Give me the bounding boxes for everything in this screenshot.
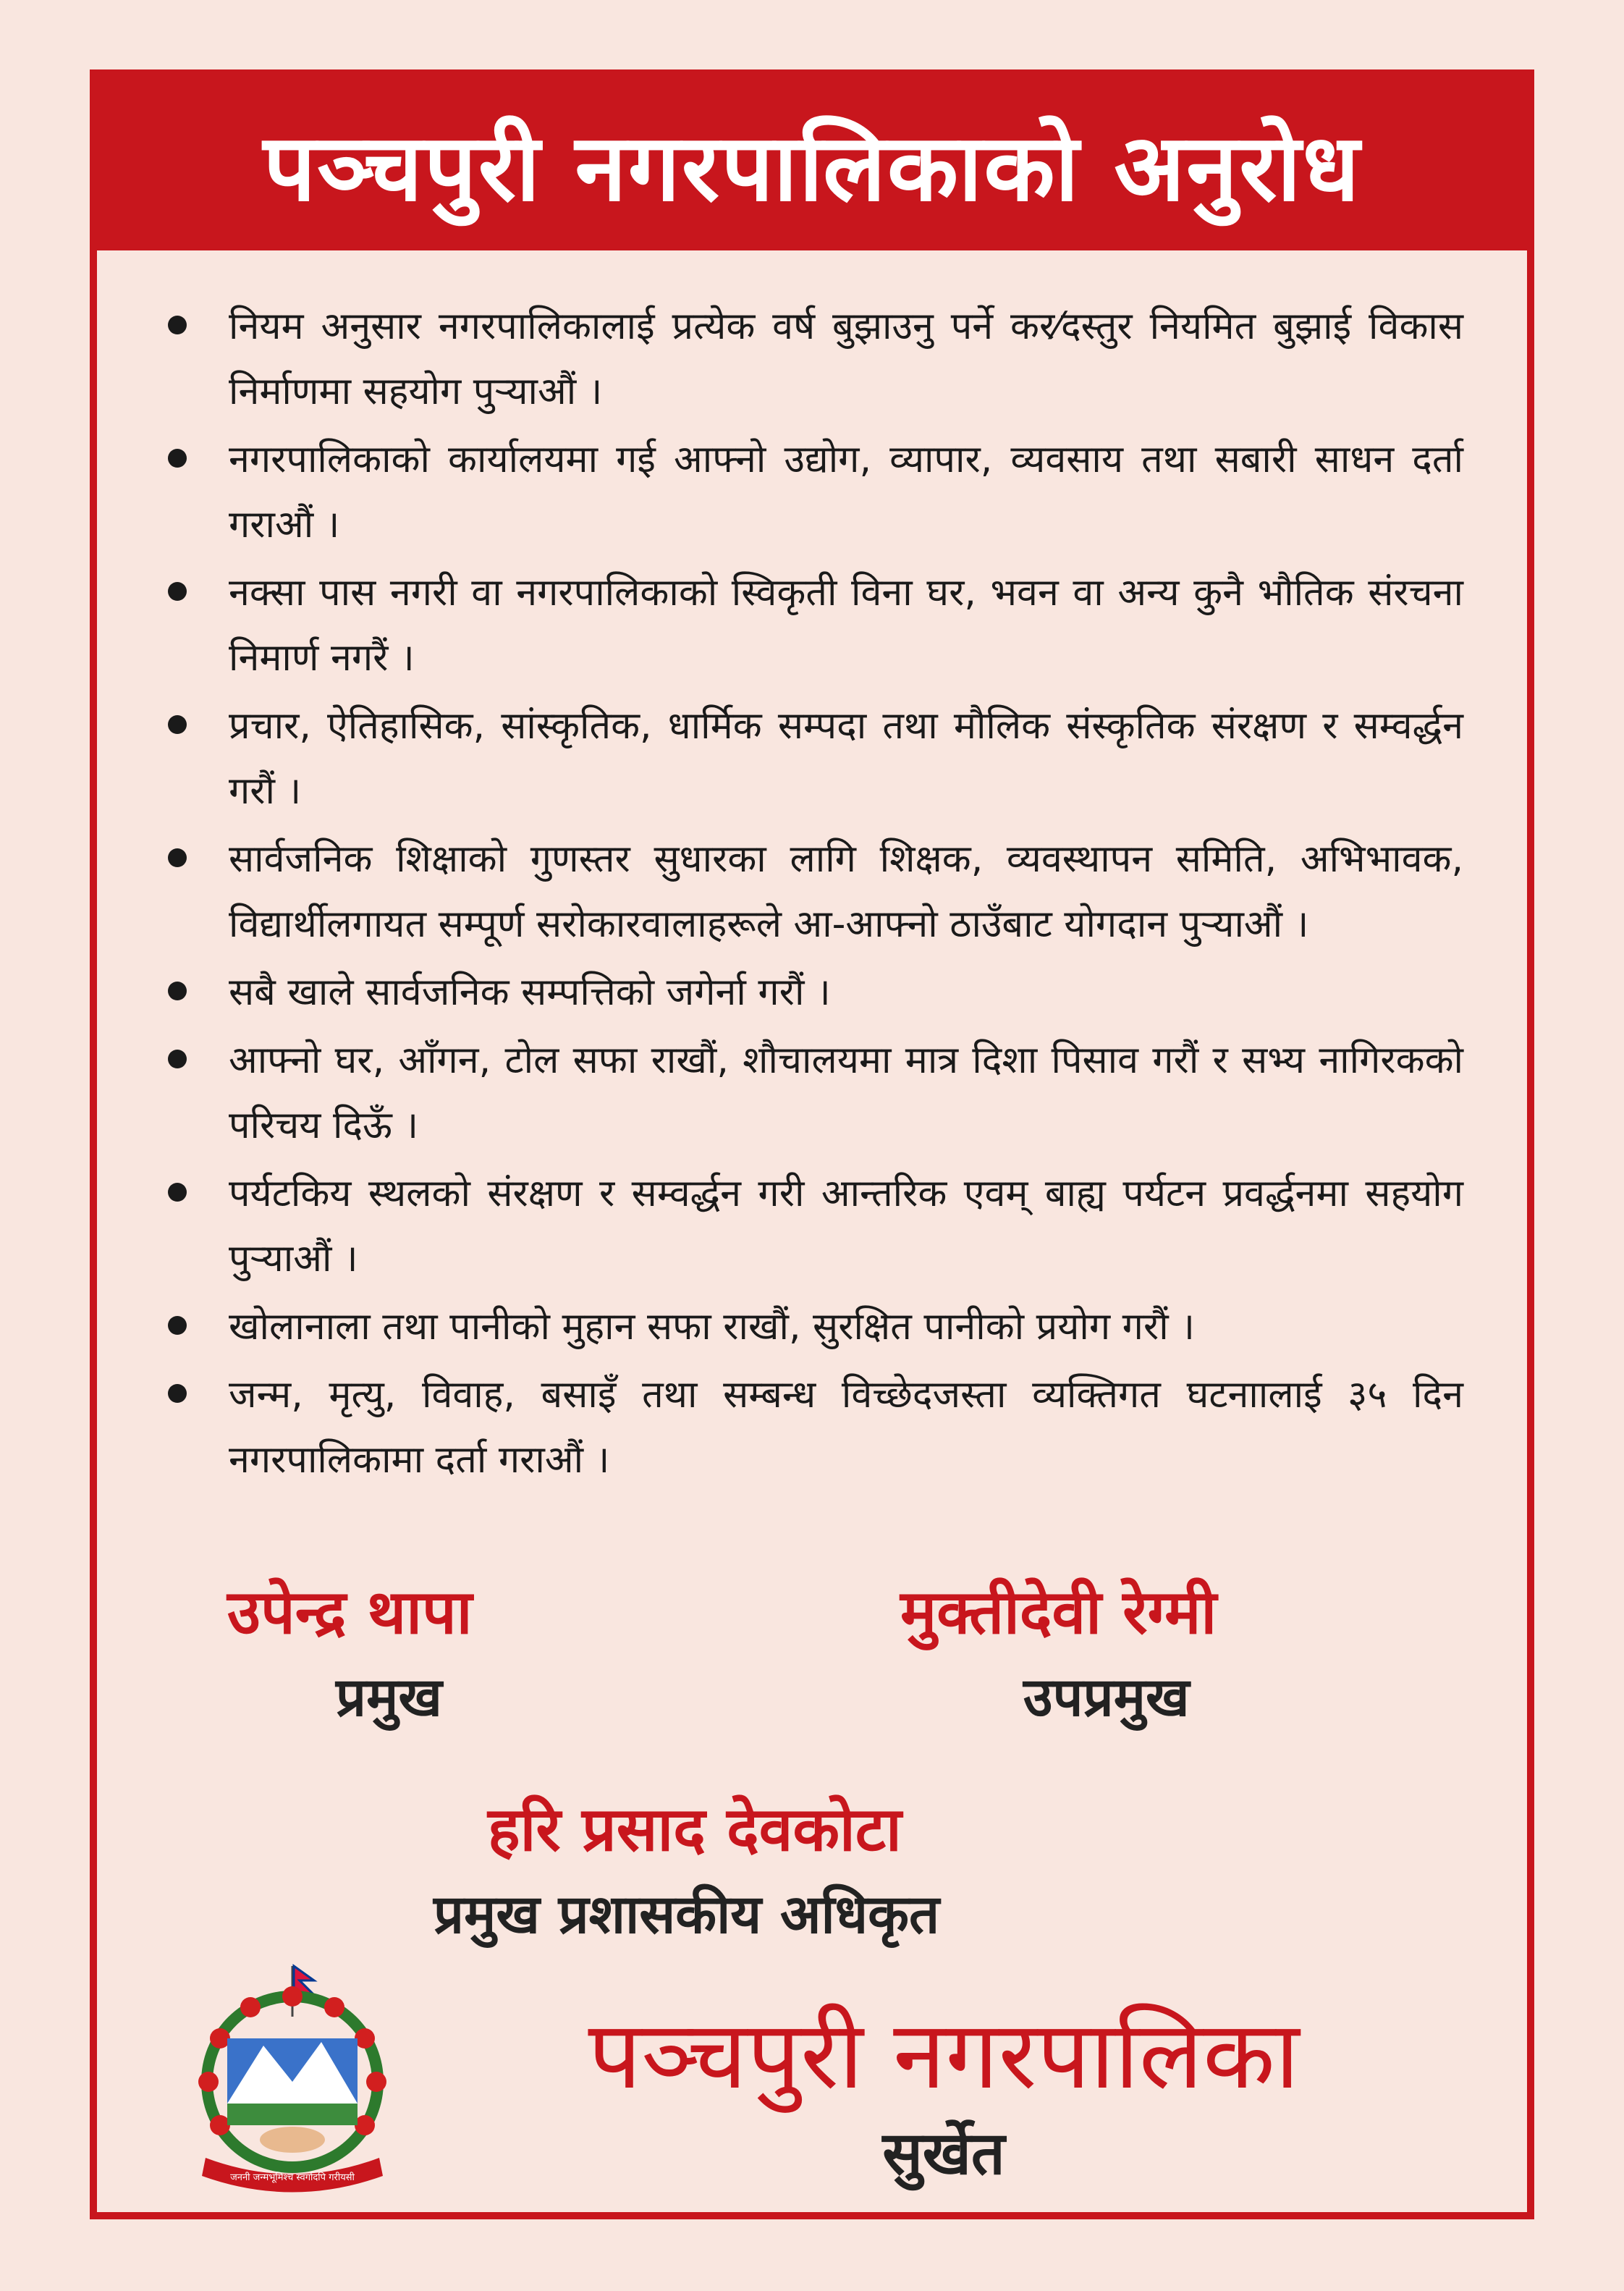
bullet-icon [168, 1316, 187, 1335]
poster-frame [90, 69, 1534, 2219]
list-item [168, 1294, 1463, 1359]
list-item [168, 693, 1463, 824]
bullet-icon [168, 1050, 187, 1068]
list-item [168, 294, 1463, 424]
mayor-name: उपेन्द्र थापा [227, 1577, 473, 1647]
cao-name: हरि प्रसाद देवकोटा [488, 1794, 902, 1865]
page-title: पञ्चपुरी नगरपालिकाको अनुरोध [263, 114, 1361, 222]
nepal-emblem-icon [184, 1959, 401, 2198]
emblem-motto: जननी जन्मभूमिश्च स्वर्गादपि गरीयसी [230, 2172, 355, 2183]
list-item-text: जन्म, मृत्यु, विवाह, बसाइँ तथा सम्बन्ध विच्छेदजस्ता व्यक्तिगत घटनाालाई ३५ दिन नगरपालिकामा दर्ता गराऔं । [229, 1373, 1463, 1482]
deputy-name: मुक्तीदेवी रेग्मी [900, 1577, 1217, 1647]
bullet-icon [168, 715, 187, 734]
district-name: सुर्खेत [882, 2119, 1005, 2188]
list-item [168, 1161, 1463, 1291]
bullet-icon [168, 1183, 187, 1202]
list-item-text: नगरपालिकाको कार्यालयमा गई आफ्नो उद्योग, व्यापार, व्यवसाय तथा सबारी साधन दर्ता गराऔं । [229, 438, 1463, 547]
cao-role: प्रमुख प्रशासकीय अधिकृत [434, 1883, 940, 1946]
municipality-name: पञ्चपुरी नगरपालिका [588, 2000, 1300, 2110]
list-item-text: नियम अनुसार नगरपालिकालाई प्रत्येक वर्ष बुझाउनु पर्ने कर⁄दस्तुर नियमित बुझाई विकास निर्माणमा सहयोग पुऱ्याऔं । [229, 305, 1463, 413]
list-item-text: नक्सा पास नगरी वा नगरपालिकाको स्विकृती विना घर, भवन वा अन्य कुनै भौतिक संरचना निमार्ण नगरैं । [229, 571, 1463, 680]
bullet-icon [168, 848, 187, 867]
list-item [168, 960, 1463, 1025]
deputy-role: उपप्रमुख [1023, 1666, 1190, 1729]
list-item-text: सार्वजनिक शिक्षाको गुणस्तर सुधारका लागि शिक्षक, व्यवस्थापन समिति, अभिभावक, विद्यार्थीलगायत सम्पूर्ण सरोकारवालाहरूले आ-आफ्नो ठाउँबाट योगदान पुऱ्याऔं । [229, 837, 1463, 946]
request-list [168, 294, 1463, 1495]
bullet-icon [168, 982, 187, 1000]
mayor-role: प्रमुख [336, 1666, 442, 1729]
list-item [168, 1362, 1463, 1493]
list-item-text: सबै खाले सार्वजनिक सम्पत्तिको जगेर्ना गरौं । [229, 971, 831, 1014]
bullet-icon [168, 582, 187, 601]
list-item [168, 560, 1463, 691]
list-item [168, 827, 1463, 957]
bullet-icon [168, 449, 187, 468]
bullet-icon [168, 1384, 187, 1403]
list-item-text: प्रचार, ऐतिहासिक, सांस्कृतिक, धार्मिक सम्पदा तथा मौलिक संस्कृतिक संरक्षण र सम्वर्द्धन गरौं । [229, 704, 1463, 813]
list-item-text: आफ्नो घर, आँगन, टोल सफा राखौं, शौचालयमा मात्र दिशा पिसाव गरौं र सभ्य नागिरकको परिचय दिऊँ । [229, 1039, 1463, 1147]
list-item [168, 1028, 1463, 1158]
bullet-icon [168, 316, 187, 334]
list-item-text: पर्यटकिय स्थलको संरक्षण र सम्वर्द्धन गरी आन्तरिक एवम् बाह्य पर्यटन प्रवर्द्धनमा सहयोग पुऱ्याऔं । [229, 1172, 1463, 1280]
list-item [168, 427, 1463, 557]
header-banner [97, 77, 1527, 250]
list-item-text: खोलानाला तथा पानीको मुहान सफा राखौं, सुरक्षित पानीको प्रयोग गरौं । [229, 1305, 1195, 1349]
